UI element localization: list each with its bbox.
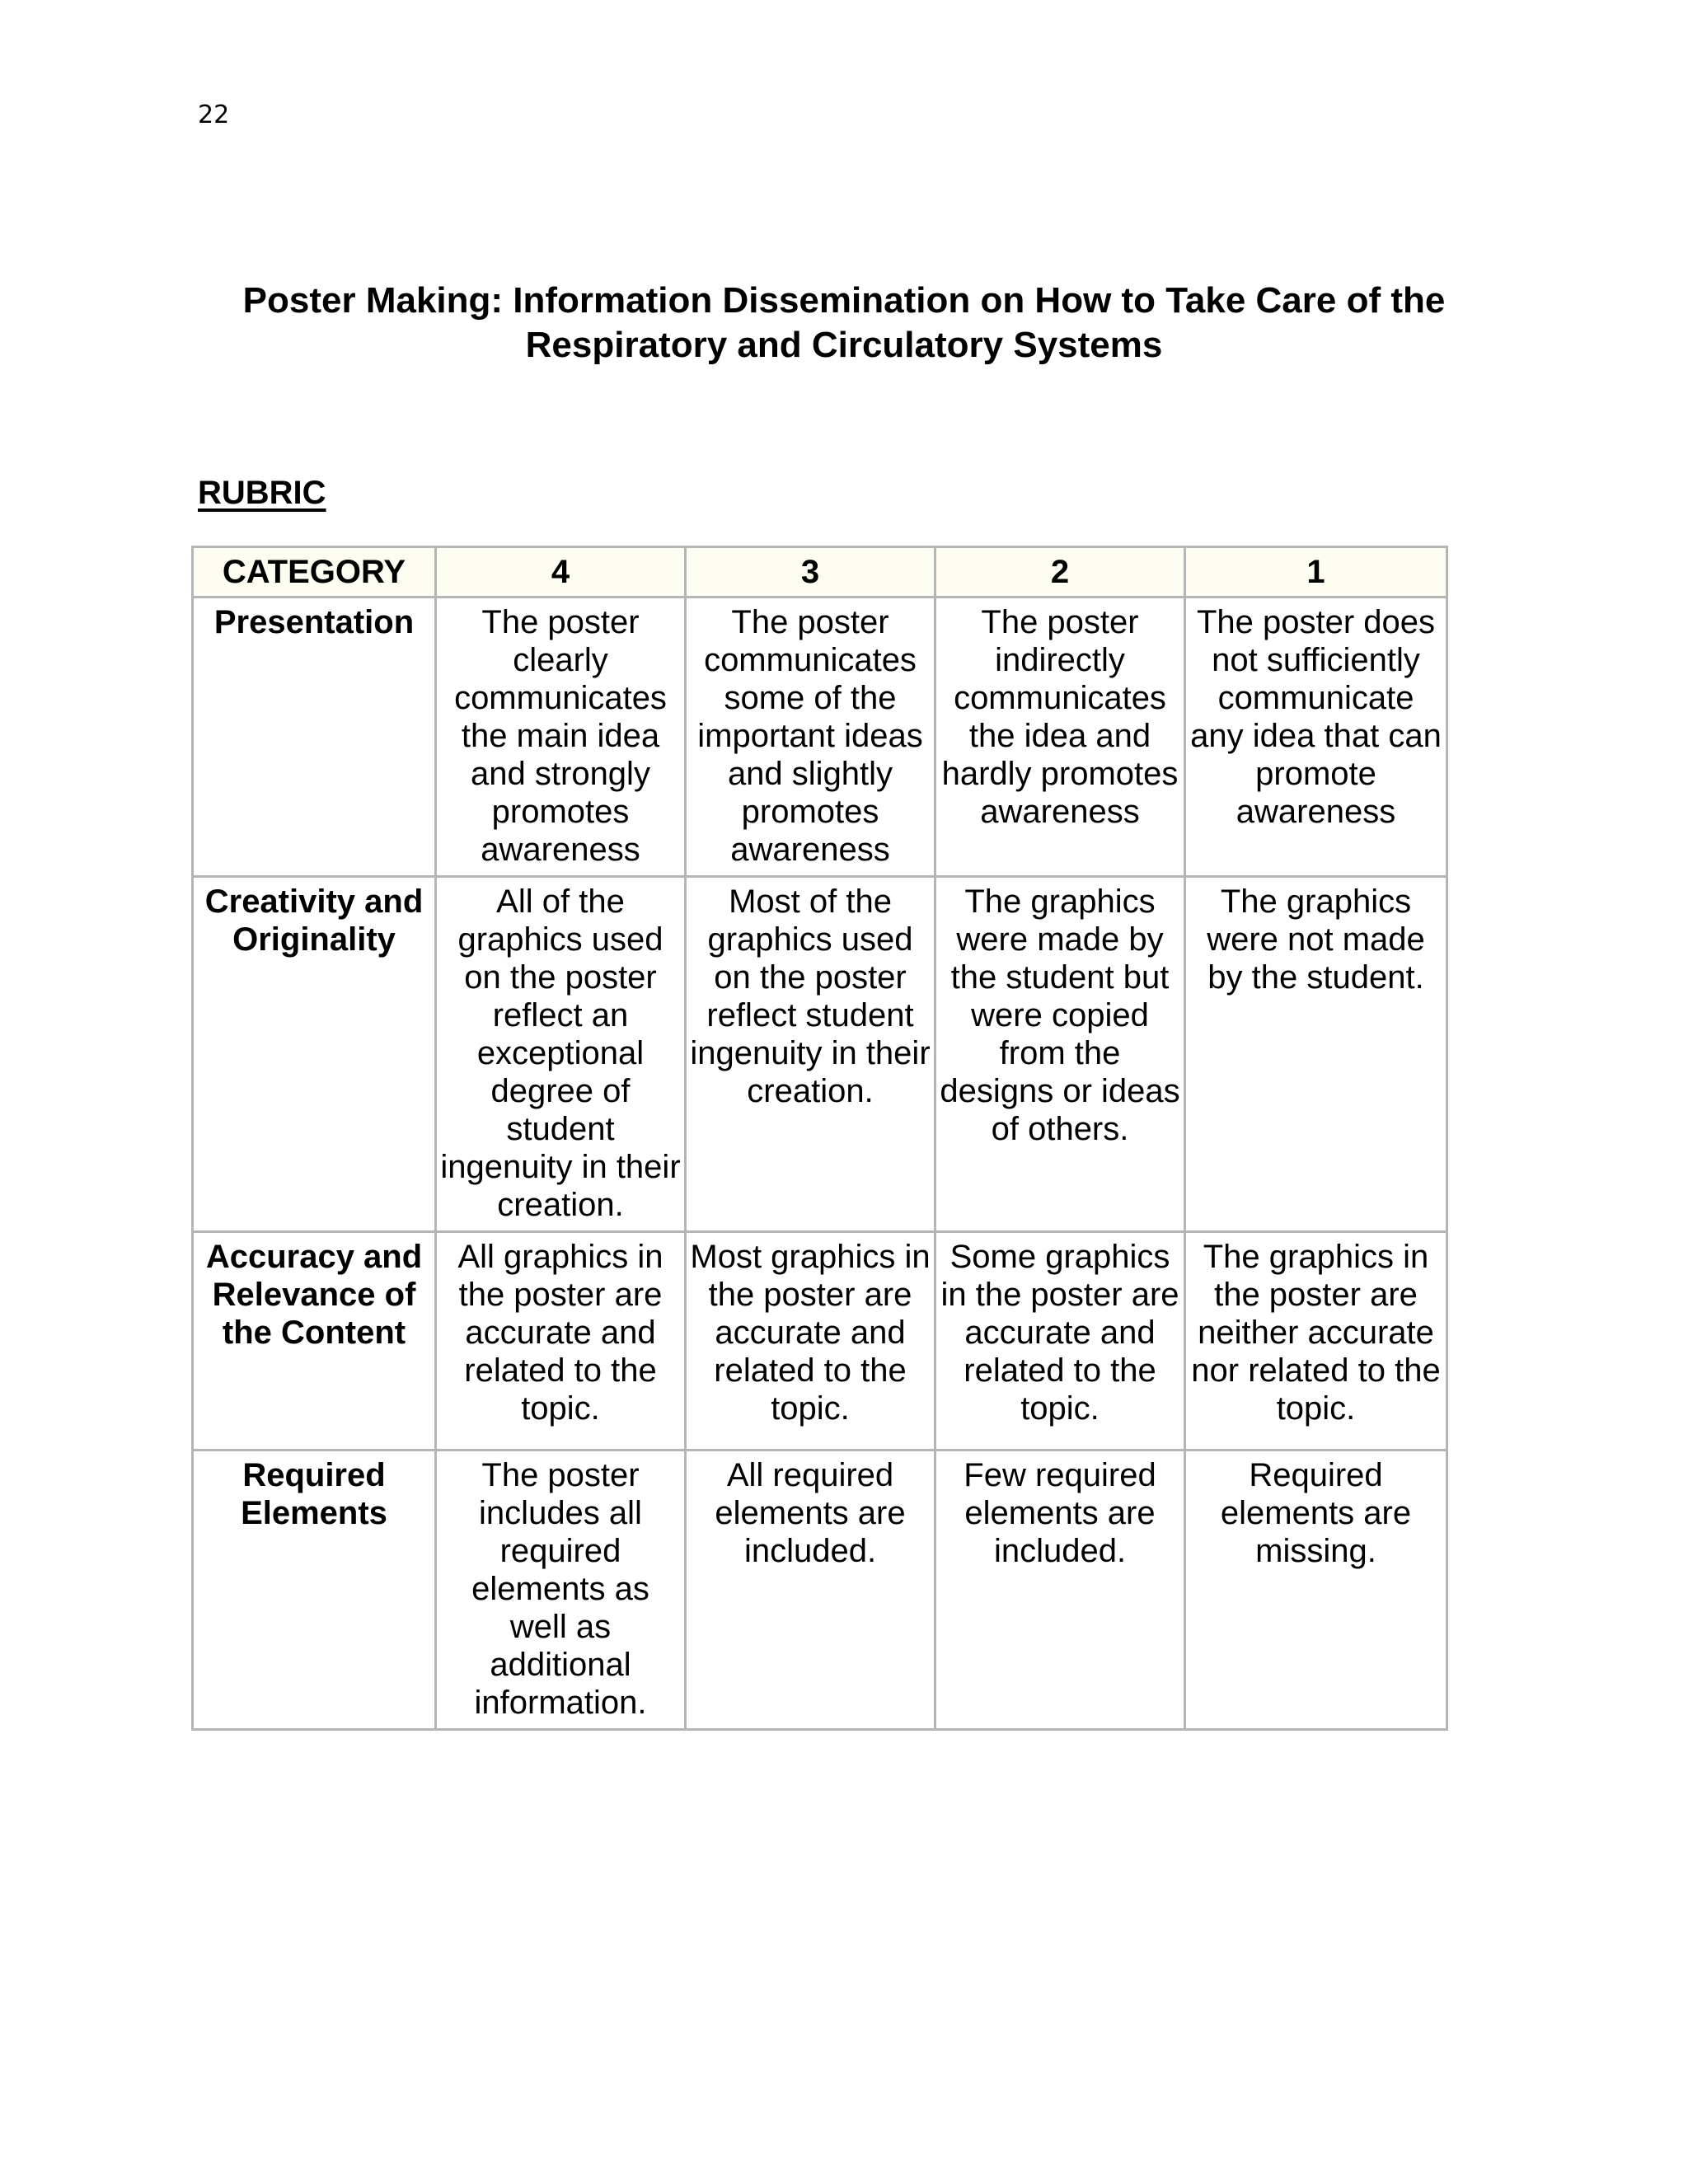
table-row-creativity xyxy=(193,877,1447,1232)
table-cell: The poster does not sufficiently communicate any idea that can promote awareness xyxy=(1185,598,1447,877)
header-score-4: 4 xyxy=(436,547,686,598)
header-score-3: 3 xyxy=(686,547,935,598)
rubric-heading: RUBRIC xyxy=(198,475,326,511)
table-cell: The poster communicates some of the important ideas and slightly promotes awareness xyxy=(686,598,935,877)
page-number: 22 xyxy=(198,101,230,129)
table-cell: The graphics were not made by the student. xyxy=(1185,877,1447,1232)
table-cell: Required elements are missing. xyxy=(1185,1451,1447,1730)
table-cell: Most of the graphics used on the poster reflect student ingenuity in their creation. xyxy=(686,877,935,1232)
table-cell: Most graphics in the poster are accurate and related to the topic. xyxy=(686,1232,935,1451)
header-score-1: 1 xyxy=(1185,547,1447,598)
table-cell: The poster includes all required elements as well as additional information. xyxy=(436,1451,686,1730)
category-accuracy: Accuracy and Relevance of the Content xyxy=(193,1232,436,1451)
page-title xyxy=(0,279,1688,368)
header-category: CATEGORY xyxy=(193,547,436,598)
table-cell: All required elements are included. xyxy=(686,1451,935,1730)
table-cell: The graphics were made by the student but were copied from the designs or ideas of others. xyxy=(935,877,1185,1232)
category-required-elements: Required Elements xyxy=(193,1451,436,1730)
table-cell: The poster indirectly communicates the idea and hardly promotes awareness xyxy=(935,598,1185,877)
rubric-header-row xyxy=(193,547,1447,598)
page-title-line-2: Respiratory and Circulatory Systems xyxy=(525,325,1163,365)
table-cell: The poster clearly communicates the main idea and strongly promotes awareness xyxy=(436,598,686,877)
table-row-accuracy xyxy=(193,1232,1447,1451)
category-presentation: Presentation xyxy=(193,598,436,877)
category-creativity: Creativity and Originality xyxy=(193,877,436,1232)
table-cell: The graphics in the poster are neither accurate nor related to the topic. xyxy=(1185,1232,1447,1451)
table-cell: All of the graphics used on the poster reflect an exceptional degree of student ingenuity in their creation. xyxy=(436,877,686,1232)
table-cell: All graphics in the poster are accurate and related to the topic. xyxy=(436,1232,686,1451)
table-cell: Few required elements are included. xyxy=(935,1451,1185,1730)
table-cell: Some graphics in the poster are accurate and related to the topic. xyxy=(935,1232,1185,1451)
rubric-table xyxy=(191,546,1448,1731)
page-title-line-1: Poster Making: Information Dissemination on How to Take Care of the xyxy=(242,280,1446,321)
header-score-2: 2 xyxy=(935,547,1185,598)
table-row-presentation xyxy=(193,598,1447,877)
table-row-required-elements xyxy=(193,1451,1447,1730)
